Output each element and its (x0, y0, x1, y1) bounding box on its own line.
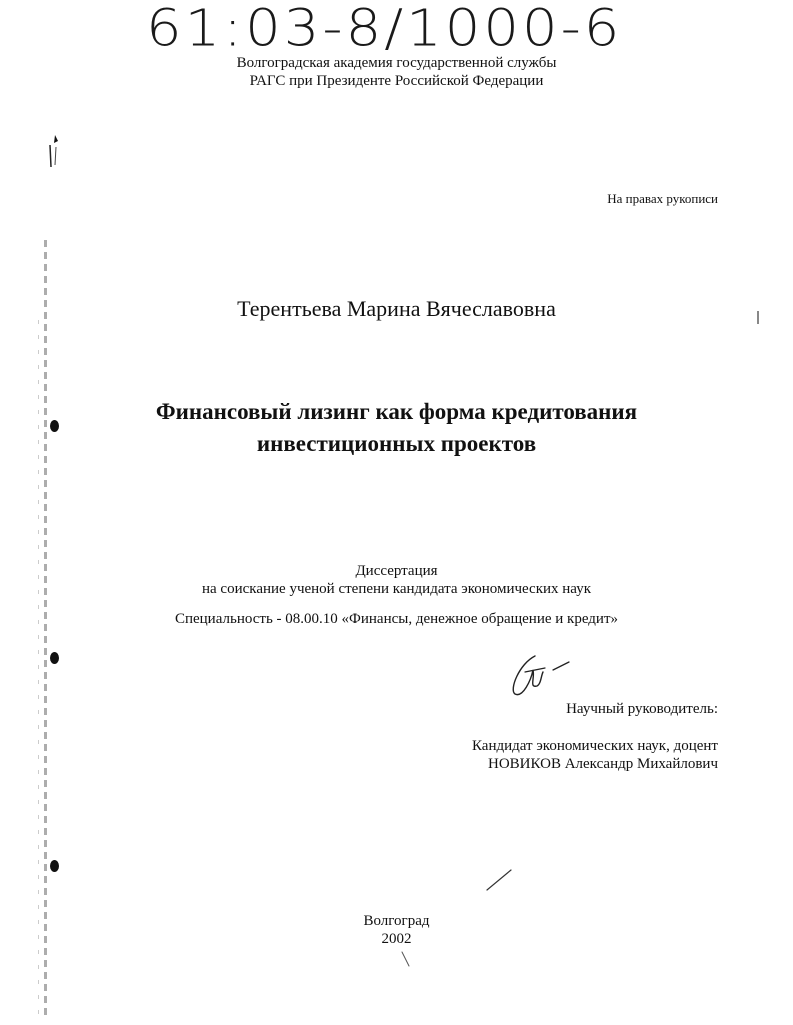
pen-stroke-mark (485, 868, 513, 892)
institution-affiliation: РАГС при Президенте Российской Федерации (249, 73, 544, 89)
archive-code: 61:03-8/1000-6 (146, 0, 623, 58)
document-type (0, 562, 793, 598)
author-name: Терентьева Марина Вячеславовна (237, 296, 556, 321)
supervisor-info (472, 737, 718, 773)
dissertation-title (0, 396, 793, 460)
title-line-2: инвестиционных проектов (256, 431, 537, 456)
title-line-1: Финансовый лизинг как форма кредитования (155, 399, 638, 424)
city: Волгоград (363, 913, 430, 929)
punch-hole-mark (50, 860, 59, 872)
document-type-label: Диссертация (355, 563, 438, 579)
specialty: Специальность - 08.00.10 «Финансы, денежное обращение и кредит» (174, 611, 619, 627)
year: 2002 (381, 931, 412, 947)
institution-header (0, 54, 793, 90)
margin-mark (46, 133, 62, 169)
supervisor-label: Научный руководитель: (566, 701, 718, 717)
pen-stroke-mark (400, 950, 412, 968)
institution-name: Волгоградская академия государственной службы (236, 55, 557, 71)
scan-edge-artifact (44, 240, 47, 1020)
punch-hole-mark (50, 652, 59, 664)
supervisor-name: НОВИКОВ Александр Михайлович (487, 756, 718, 772)
manuscript-note: На правах рукописи (607, 191, 718, 206)
supervisor-degree: Кандидат экономических наук, доцент (472, 738, 718, 754)
degree-description: на соискание ученой степени кандидата экономических наук (201, 581, 591, 597)
city-year (0, 912, 793, 948)
signature (505, 650, 575, 698)
